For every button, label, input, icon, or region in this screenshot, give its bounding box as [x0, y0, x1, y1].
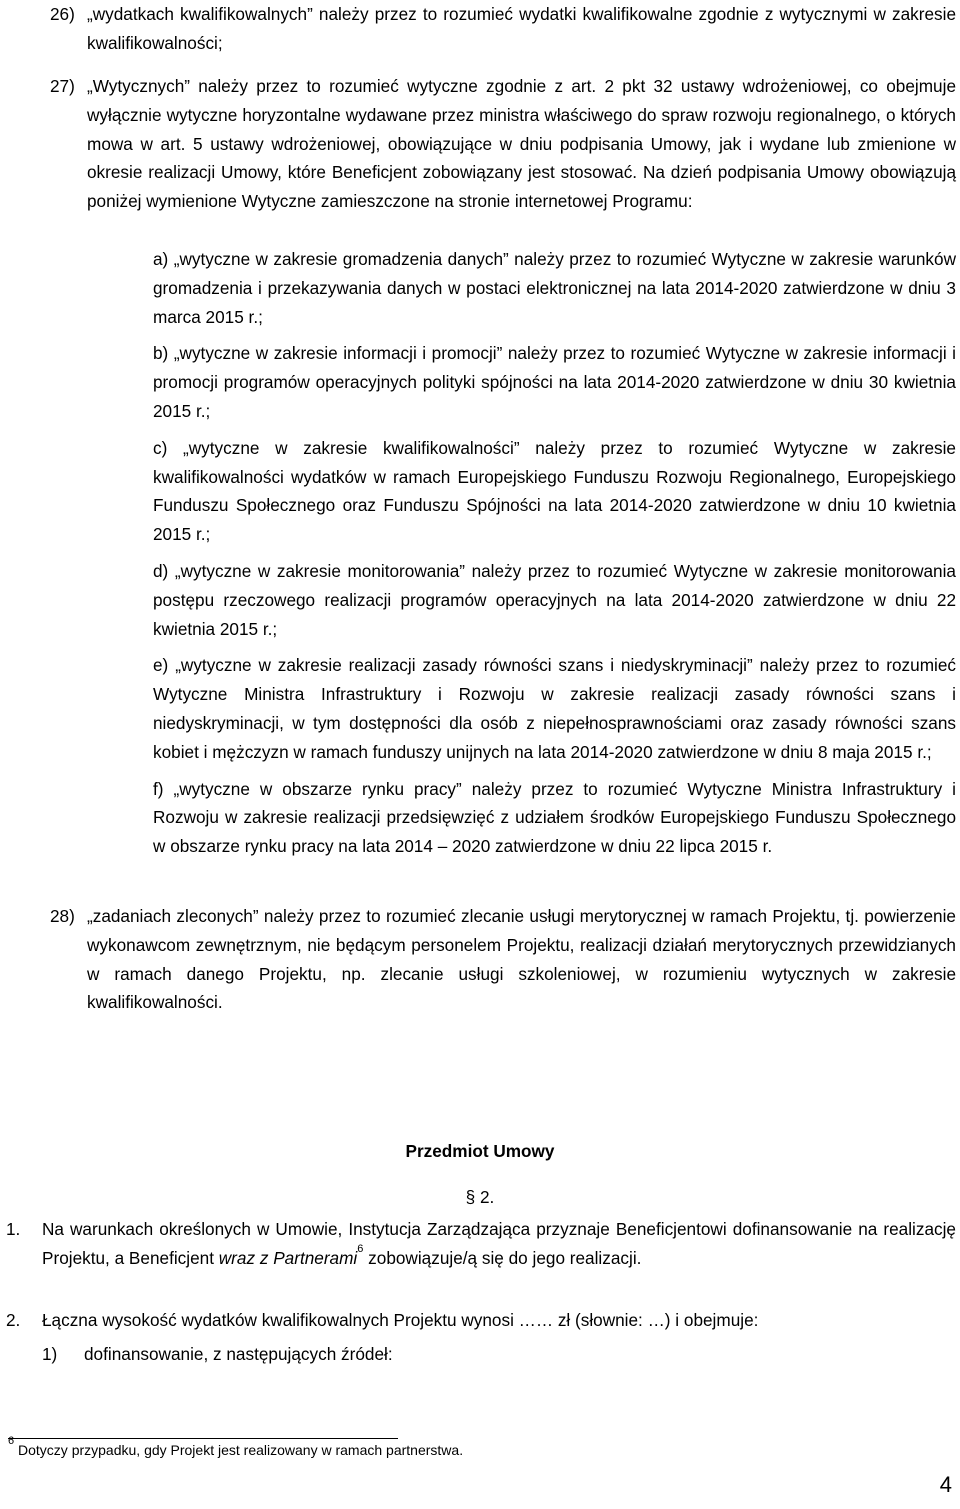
item-label: b) [153, 343, 169, 364]
section-paragraph-number: § 2. [465, 1187, 495, 1207]
point-number: 1. [6, 1219, 21, 1239]
definition-text: „Wytycznych” należy przez to rozumieć wytyczne zgodnie z art. 2 pkt 32 ustawy wdrożeniowej, co obejmuje wyłącznie wytyczne horyzontalne wydawane przez ministra właściwego do spraw rozwoju regionalnego, o których mowa w art. 5 ustawy wdrożeniowej, obowiązujące w dniu podpisania Umowy, jak i wydane lub zmienione w okresie realizacji Umowy, które Beneficjent zobowiązany jest stosować. Na dzień podpisania Umowy obowiązują poniżej wymienione Wytyczne zamieszczone na stronie internetowej Programu: [87, 76, 956, 212]
point-number: 2. [6, 1310, 21, 1330]
guideline-item-f [153, 775, 956, 861]
footnote [8, 1435, 464, 1460]
guideline-item-b [153, 339, 956, 425]
point-text-italic: wraz z Partnerami [218, 1247, 358, 1268]
point-2-1 [6, 1340, 956, 1369]
footnote-reference[interactable]: 6 [357, 1243, 364, 1256]
page-number: 4 [939, 1472, 952, 1497]
point-text: dofinansowanie, z następujących źródeł: [84, 1344, 393, 1364]
item-label: e) [153, 655, 169, 676]
item-text: „wytyczne w zakresie monitorowania” należy przez to rozumieć Wytyczne w zakresie monitorowania postępu rzeczowego realizacji programów operacyjnych na lata 2014-2020 zatwierdzone w dniu 22 kwietnia 2015 r.; [153, 560, 956, 639]
point-text [42, 1215, 956, 1273]
footnote-separator [8, 1438, 398, 1439]
point-number: 1) [42, 1344, 58, 1364]
guidelines-list [50, 245, 956, 861]
item-label: c) [153, 437, 168, 458]
footnote-number: 6 [8, 1435, 15, 1448]
point-text-after: zobowiązuje/ą się do jego realizacji. [363, 1247, 642, 1268]
point-2 [6, 1306, 956, 1335]
point-text-before: Na warunkach określonych w Umowie, Instytucja Zarządzająca przyznaje Beneficjentowi dofinansowanie na realizację Projektu, a Beneficjent [42, 1219, 956, 1268]
point-1 [6, 1215, 956, 1273]
definition-27 [50, 72, 956, 216]
item-label: a) [153, 249, 169, 269]
definition-text: „zadaniach zleconych” należy przez to rozumieć zlecanie usługi merytorycznej w ramach Projektu, tj. powierzenie wykonawcom zewnętrznym, nie będącym personelem Projektu, realizacji działań merytorycznych przewidzianych w ramach danego Projektu, np. zlecanie usługi szkoleniowej, w rozumieniu wytycznych w zakresie kwalifikowalności. [87, 906, 956, 1013]
definition-number: 27) [50, 76, 75, 96]
guideline-item-c [153, 434, 956, 549]
item-text: „wytyczne w zakresie realizacji zasady równości szans i niedyskryminacji” należy przez to rozumieć Wytyczne Ministra Infrastruktury i Rozwoju w zakresie realizacji zasady równości szans i niedyskryminacji, w tym dostępności dla osób z niepełnosprawnościami oraz zasady równości szans kobiet i mężczyzn w ramach funduszy unijnych na lata 2014-2020 zatwierdzone w dniu 8 maja 2015 r.; [153, 655, 957, 762]
point-text: Łączna wysokość wydatków kwalifikowalnych Projektu wynosi …… zł (słownie: …) i obejmuje: [42, 1310, 759, 1330]
item-text: „wytyczne w zakresie informacji i promocji” należy przez to rozumieć Wytyczne w zakresie informacji i promocji programów operacyjnych polityki spójności na lata 2014-2020 zatwierdzone w dniu 30 kwietnia 2015 r.; [153, 343, 956, 421]
guideline-item-e [153, 651, 956, 766]
item-label: f) [153, 778, 164, 799]
item-label: d) [153, 560, 169, 581]
item-text: „wytyczne w obszarze rynku pracy” należy przez to rozumieć Wytyczne Ministra Infrastruktury i Rozwoju w zakresie realizacji przedsięwzięć z udziałem środków Europejskiego Funduszu Społecznego w obszarze rynku pracy na lata 2014 – 2020 zatwierdzone w dniu 22 lipca 2015 r. [153, 778, 956, 857]
definition-text: „wydatkach kwalifikowalnych” należy przez to rozumieć wydatki kwalifikowalne zgodnie z wytycznymi w zakresie kwalifikowalności; [87, 4, 956, 53]
guideline-item-a [153, 245, 956, 331]
item-text: „wytyczne w zakresie kwalifikowalności” należy przez to rozumieć Wytyczne w zakresie kwalifikowalności wydatków w ramach Europejskiego Funduszu Rozwoju Regionalnego, Europejskiego Funduszu Społecznego oraz Funduszu Spójności na lata 2014-2020 zatwierdzone w dniu 10 kwietnia 2015 r.; [153, 437, 956, 545]
guideline-item-d [153, 557, 956, 643]
item-text: „wytyczne w zakresie gromadzenia danych” należy przez to rozumieć Wytyczne w zakresie warunków gromadzenia i przekazywania danych w postaci elektronicznej na lata 2014-2020 zatwierdzone w dniu 3 marca 2015 r.; [153, 249, 956, 327]
definition-28 [50, 902, 956, 1017]
section-title: Przedmiot Umowy [405, 1141, 555, 1161]
definition-26 [50, 0, 956, 58]
footnote-text: Dotyczy przypadku, gdy Projekt jest realizowany w ramach partnerstwa. [18, 1442, 464, 1458]
definition-number: 26) [50, 4, 75, 24]
definition-number: 28) [50, 906, 75, 926]
